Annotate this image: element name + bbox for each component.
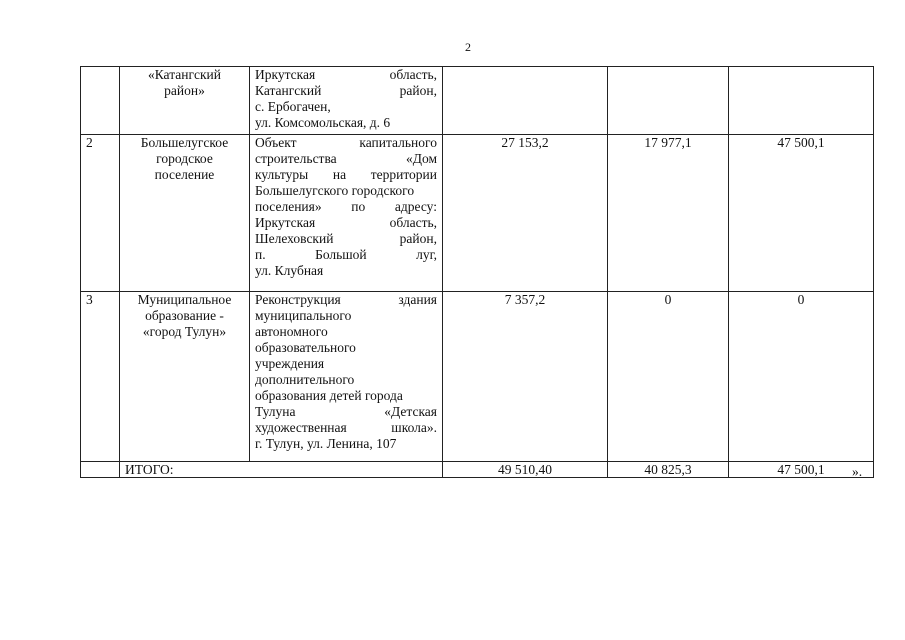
address-word: школа». <box>391 420 437 435</box>
address-word: п. <box>255 247 266 262</box>
object-address-line <box>255 151 437 167</box>
municipality-name-line: район» <box>164 83 205 98</box>
row-number-cell: 3 <box>81 292 120 462</box>
address-word: Тулуна <box>255 404 296 419</box>
address-word: на <box>332 167 347 182</box>
address-word: Большелугского городского <box>255 183 415 198</box>
address-word: область, <box>389 67 437 82</box>
total-amount-v2: 40 825,3 <box>608 462 729 478</box>
object-address-cell <box>250 67 443 135</box>
address-word: Иркутская <box>255 215 316 230</box>
object-address-line <box>255 167 437 183</box>
closing-quote-mark: ». <box>852 464 863 479</box>
amount-cell-v1 <box>443 67 608 135</box>
municipality-name-line: Большелугское <box>140 135 229 150</box>
table-row <box>81 67 874 135</box>
address-word: г. Тулун, ул. Ленина, 107 <box>255 436 397 451</box>
municipality-name-cell <box>120 292 250 462</box>
object-address-line <box>255 388 437 404</box>
address-word: адресу: <box>394 199 437 214</box>
object-address-line <box>255 199 437 215</box>
page-number: 2 <box>465 40 471 54</box>
object-address-line <box>255 308 437 324</box>
municipality-name-line: Муниципальное <box>137 292 232 307</box>
municipality-name-line: городское <box>156 151 213 166</box>
object-address-line <box>255 135 437 151</box>
address-word: культуры <box>255 167 309 182</box>
amount-cell-v2 <box>608 67 729 135</box>
address-word: муниципального <box>255 308 352 323</box>
amount-cell-v2: 0 <box>608 292 729 462</box>
address-word: район, <box>399 83 437 98</box>
municipality-name-cell <box>120 67 250 135</box>
object-address-line <box>255 436 437 452</box>
amount-cell-v3: 47 500,1 <box>729 135 874 292</box>
address-word: территории <box>370 167 437 182</box>
municipality-name-line: поселение <box>154 167 215 182</box>
address-word: Реконструкция <box>255 292 341 307</box>
object-address-line <box>255 263 437 279</box>
object-address-line <box>255 356 437 372</box>
table-row <box>81 135 874 292</box>
address-word: Объект <box>255 135 297 150</box>
table-body <box>81 67 874 478</box>
address-word: Большой <box>315 247 367 262</box>
row-number-cell <box>81 67 120 135</box>
object-address-line <box>255 215 437 231</box>
total-amount-v3: 47 500,1 <box>729 462 874 478</box>
object-address-line <box>255 292 437 308</box>
municipality-name-cell <box>120 135 250 292</box>
object-address-line <box>255 420 437 436</box>
amount-cell-v1: 7 357,2 <box>443 292 608 462</box>
address-word: с. Ербогачен, <box>255 99 331 114</box>
address-word: Шелеховский <box>255 231 334 246</box>
object-address-line <box>255 247 437 263</box>
address-word: художественная <box>255 420 347 435</box>
municipality-name-line: «Катангский <box>147 67 222 82</box>
address-word: район, <box>399 231 437 246</box>
address-word: строительства <box>255 151 337 166</box>
object-address-line <box>255 83 437 99</box>
address-word: поселения» <box>255 199 322 214</box>
object-address-line <box>255 99 437 115</box>
object-address-line <box>255 372 437 388</box>
address-word: здания <box>398 292 437 307</box>
address-word: по <box>351 199 366 214</box>
amount-cell-v2: 17 977,1 <box>608 135 729 292</box>
object-address-line <box>255 67 437 83</box>
address-word: Иркутская <box>255 67 316 82</box>
object-address-line <box>255 115 437 131</box>
municipality-name-line: образование - <box>145 308 224 323</box>
address-word: ул. Клубная <box>255 263 324 278</box>
budget-table <box>80 66 874 478</box>
total-amount-v1: 49 510,40 <box>443 462 608 478</box>
amount-cell-v3 <box>729 67 874 135</box>
address-word: «Детская <box>384 404 437 419</box>
address-word: дополнительного <box>255 372 355 387</box>
address-word: ул. Комсомольская, д. 6 <box>255 115 391 130</box>
object-address-cell <box>250 135 443 292</box>
address-word: образования детей города <box>255 388 403 403</box>
object-address-cell <box>250 292 443 462</box>
address-word: Катангский <box>255 83 322 98</box>
total-label: ИТОГО: <box>120 462 443 478</box>
address-word: луг, <box>416 247 437 262</box>
total-row <box>81 462 874 478</box>
object-address-line <box>255 340 437 356</box>
address-word: учреждения <box>255 356 325 371</box>
municipality-name-line: «город Тулун» <box>142 324 227 339</box>
address-word: образовательного <box>255 340 356 355</box>
amount-cell-v1: 27 153,2 <box>443 135 608 292</box>
address-word: капитального <box>359 135 437 150</box>
amount-cell-v3: 0 <box>729 292 874 462</box>
total-empty-cell <box>81 462 120 478</box>
row-number-cell: 2 <box>81 135 120 292</box>
object-address-line <box>255 183 437 199</box>
address-word: автономного <box>255 324 328 339</box>
address-word: «Дом <box>406 151 437 166</box>
object-address-line <box>255 324 437 340</box>
object-address-line <box>255 231 437 247</box>
table-row <box>81 292 874 462</box>
address-word: область, <box>389 215 437 230</box>
object-address-line <box>255 404 437 420</box>
